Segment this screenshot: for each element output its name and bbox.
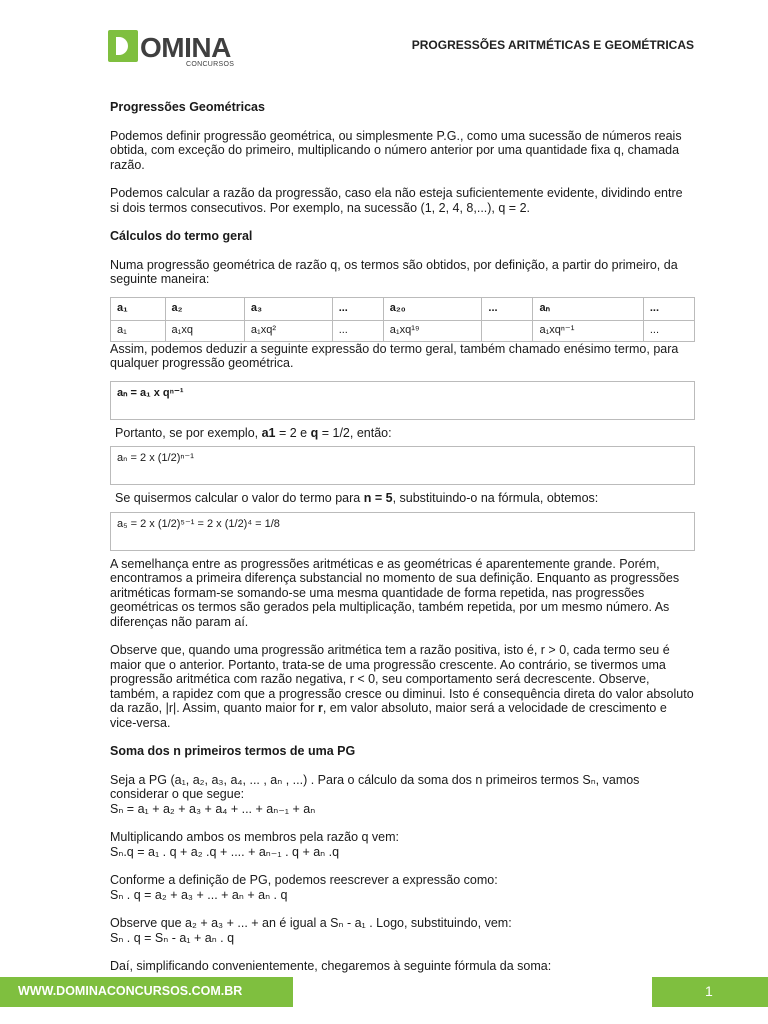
text: Observe que, quando uma progressão aritmética tem a razão positiva, isto é, r > 0, cada termo seu é maior que o anterior. Portanto, trata-se de uma progressão crescente. Ao contrário, se tivermos uma progressão aritmética com razão negativa, r < 0, seu comportamento será decrescente. Observe, também, a rapidez com que a progressão cresce ou diminui. Isto é consequência direta do valor absoluto da razão, |r|. Assim, quanto maior for bbox=[110, 643, 694, 715]
terms-table bbox=[110, 297, 695, 342]
text: , substituindo-o na fórmula, obtemos: bbox=[392, 491, 599, 505]
paragraph bbox=[110, 830, 695, 859]
section-heading-pg: Progressões Geométricas bbox=[110, 100, 265, 114]
logo-d-mark bbox=[108, 30, 138, 62]
table-cell: a₁xqⁿ⁻¹ bbox=[533, 320, 643, 341]
text: Portanto, se por exemplo, bbox=[115, 425, 262, 440]
text: Multiplicando ambos os membros pela razão q vem: bbox=[110, 830, 400, 844]
table-cell: aₙ bbox=[533, 297, 643, 320]
domina-logo bbox=[108, 30, 233, 72]
table-cell: a₁xq bbox=[165, 320, 244, 341]
table-header-row bbox=[111, 297, 695, 320]
text: Seja a PG (a₁, a₂, a₃, a₄, ... , aₙ , ...) . Para o cálculo da soma dos n primeiros termos Sₙ, vamos considerar o que segue: bbox=[110, 772, 640, 801]
table-cell: a₁ bbox=[111, 320, 166, 341]
bold-text: n = 5 bbox=[363, 491, 393, 505]
formula-line: Sₙ . q = a₂ + a₃ + ... + aₙ + aₙ . q bbox=[110, 887, 288, 902]
paragraph: Assim, podemos deduzir a seguinte expressão do termo geral, também chamado enésimo termo, para qualquer progressão geométrica. bbox=[110, 341, 679, 370]
table-cell: ... bbox=[643, 297, 694, 320]
paragraph: A semelhança entre as progressões aritméticas e as geométricas é aparentemente grande. Porém, encontramos a primeira diferença substancial no momento de sua definição. Enquanto as progressões aritméticas formam-se somando-se uma mesma quantidade de forma repetida, nas progressões geométricas os termos são gerados pela multiplicação, também repetida, por um mesmo número. As diferenças não param aí. bbox=[110, 556, 680, 629]
paragraph bbox=[110, 643, 695, 730]
footer-page-bar bbox=[652, 977, 768, 1007]
table-cell bbox=[482, 320, 533, 341]
formula-line: Sₙ = a₁ + a₂ + a₃ + a₄ + ... + aₙ₋₁ + aₙ bbox=[110, 801, 316, 816]
table-cell: ... bbox=[643, 320, 694, 341]
paragraph bbox=[110, 773, 695, 817]
table-cell: ... bbox=[332, 297, 383, 320]
table-cell: a₃ bbox=[244, 297, 332, 320]
bold-text: q bbox=[310, 425, 319, 440]
formula-box-example: aₙ = 2 x (1/2)ⁿ⁻¹ bbox=[110, 446, 695, 485]
section-heading-termo-geral: Cálculos do termo geral bbox=[110, 229, 253, 243]
text: Observe que a₂ + a₃ + ... + an é igual a Sₙ - a₁ . Logo, substituindo, vem: bbox=[110, 916, 512, 930]
table-cell: a₁ bbox=[111, 297, 166, 320]
text: Se quisermos calcular o valor do termo para bbox=[115, 491, 364, 505]
paragraph: Podemos definir progressão geométrica, ou simplesmente P.G., como uma sucessão de números reais obtida, com exceção do primeiro, multiplicando o número anterior por uma quantidade fixa q, chamada razão. bbox=[110, 128, 682, 172]
text: Conforme a definição de PG, podemos reescrever a expressão como: bbox=[110, 873, 498, 887]
paragraph bbox=[115, 491, 695, 506]
section-heading-soma: Soma dos n primeiros termos de uma PG bbox=[110, 744, 356, 758]
table-cell: ... bbox=[332, 320, 383, 341]
table-cell: a₁xq¹⁹ bbox=[383, 320, 482, 341]
text: = 1/2, então: bbox=[318, 425, 392, 440]
formula-line: Sₙ.q = a₁ . q + a₂ .q + .... + aₙ₋₁ . q + aₙ .q bbox=[110, 844, 340, 859]
text: = 2 e bbox=[275, 425, 311, 440]
table-cell: a₂₀ bbox=[383, 297, 482, 320]
formula-line: Sₙ . q = Sₙ - a₁ + aₙ . q bbox=[110, 930, 235, 945]
paragraph: Daí, simplificando convenientemente, chegaremos à seguinte fórmula da soma: bbox=[110, 959, 552, 973]
page-number: 1 bbox=[705, 983, 713, 999]
bold-text: a1 bbox=[261, 425, 276, 440]
document-title: PROGRESSÕES ARITMÉTICAS E GEOMÉTRICAS bbox=[411, 38, 694, 52]
document-body bbox=[110, 100, 695, 988]
paragraph bbox=[110, 873, 695, 902]
formula-box-a5: a₅ = 2 x (1/2)⁵⁻¹ = 2 x (1/2)⁴ = 1/8 bbox=[110, 512, 695, 551]
footer-url-bar bbox=[0, 977, 293, 1007]
table-row bbox=[111, 320, 695, 341]
text: , em valor absoluto, maior será a velocidade de crescimento e vice-versa. bbox=[110, 701, 667, 730]
table-cell: a₁xq² bbox=[244, 320, 332, 341]
bold-text: r bbox=[317, 701, 323, 715]
paragraph: Podemos calcular a razão da progressão, caso ela não esteja suficientemente evidente, dividindo entre si dois termos consecutivos. Por exemplo, na sucessão (1, 2, 4, 8,...), q = 2. bbox=[110, 186, 683, 215]
paragraph bbox=[110, 916, 695, 945]
table-cell: ... bbox=[482, 297, 533, 320]
logo-wordmark: OMINA bbox=[140, 32, 231, 63]
formula-box-general: aₙ = a₁ x qⁿ⁻¹ bbox=[110, 381, 695, 420]
table-cell: a₂ bbox=[165, 297, 244, 320]
paragraph bbox=[115, 426, 695, 441]
logo-subtitle: CONCURSOS bbox=[186, 61, 235, 68]
paragraph: Numa progressão geométrica de razão q, os termos são obtidos, por definição, a partir do primeiro, da seguinte maneira: bbox=[110, 257, 678, 286]
footer-url-link[interactable]: WWW.DOMINACONCURSOS.COM.BR bbox=[18, 984, 243, 998]
